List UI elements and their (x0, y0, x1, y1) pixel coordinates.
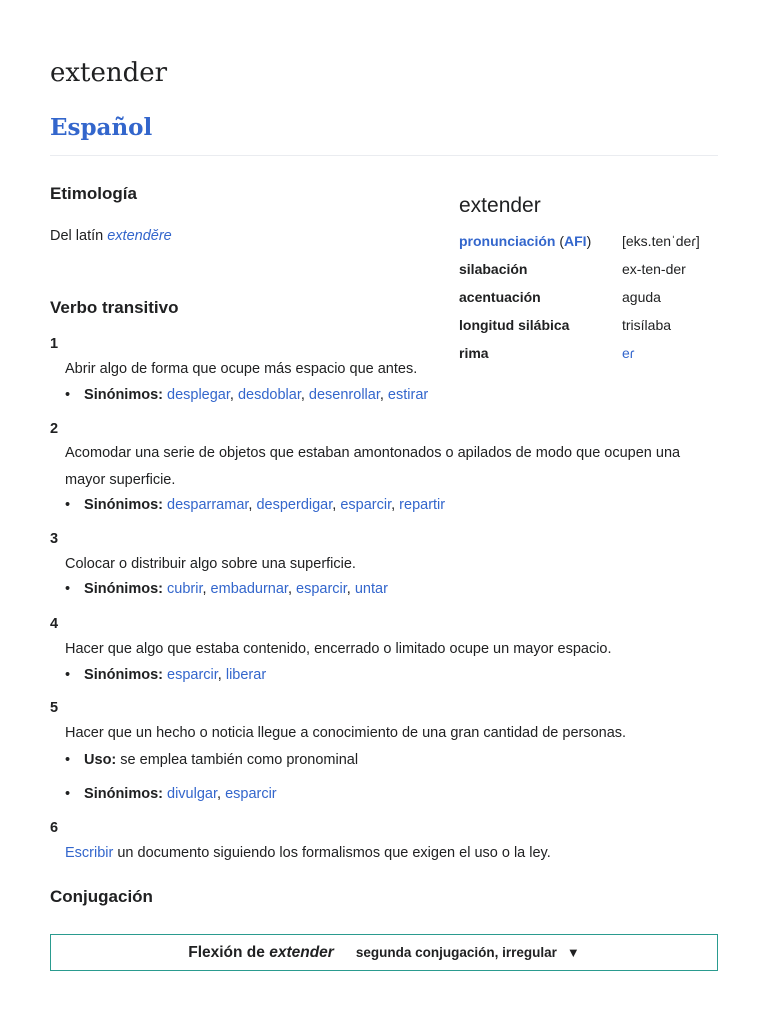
synonyms-list: • Sinónimos: cubrir, embadurnar, esparcir, untar (65, 581, 388, 597)
infobox-row-rhyme: rima eɾ (459, 345, 635, 361)
sense-definition: Hacer que un hecho o noticia llegue a conocimiento de una gran cantidad de personas. (65, 725, 627, 741)
synonym-link[interactable]: liberar (225, 667, 267, 683)
infobox-title: extender (459, 194, 541, 217)
synonym-link[interactable]: desdoblar (237, 387, 301, 403)
infobox-table (459, 227, 719, 367)
escribir-link[interactable]: Escribir (65, 845, 114, 861)
synonym-link[interactable]: untar (354, 581, 388, 597)
synonym-link[interactable]: cubrir (167, 581, 203, 597)
sense-number: 1 (50, 336, 59, 352)
etymology-text: Del latín extendĕre (50, 228, 172, 244)
page-title: extender (50, 58, 168, 88)
sense-definition: Acomodar una serie de objetos que estaban amontonados o apilados de modo que ocupen una mayor superficie. (65, 445, 681, 488)
synonyms-list: • Sinónimos: desparramar, desperdigar, esparcir, repartir (65, 497, 445, 513)
sense-number: 5 (50, 700, 59, 716)
sense-definition: Abrir algo de forma que ocupe más espacio que antes. (65, 361, 418, 377)
synonyms-list: • Sinónimos: divulgar, esparcir (65, 786, 277, 802)
synonym-link[interactable]: desplegar (167, 387, 230, 403)
pronunciation-value: [eks.tenˈdeɾ] (622, 233, 700, 249)
infobox-row-syllabification: silabación ex-ten-der (459, 261, 686, 277)
infobox (459, 194, 719, 367)
pronunciation-link[interactable]: pronunciación (459, 233, 556, 249)
sense-number: 2 (50, 421, 59, 437)
sense-number: 6 (50, 820, 59, 836)
etymology-word-link[interactable]: extendĕre (107, 228, 172, 244)
verb-heading: Verbo transitivo (50, 298, 179, 317)
synonym-link[interactable]: desparramar (167, 497, 249, 513)
usage-note: • Uso: se emplea también como pronominal (65, 752, 358, 768)
synonym-link[interactable]: esparcir (296, 581, 347, 597)
synonym-link[interactable]: desenrollar (308, 387, 380, 403)
sense-definition: Escribir un documento siguiendo los formalismos que exigen el uso o la ley. (65, 845, 551, 861)
synonym-link[interactable]: divulgar (167, 786, 217, 802)
conjugation-heading: Conjugación (50, 887, 153, 906)
afi-link[interactable]: AFI (564, 233, 587, 249)
synonym-link[interactable]: esparcir (167, 667, 218, 683)
synonym-link[interactable]: desperdigar (256, 497, 333, 513)
synonym-link[interactable]: embadurnar (210, 581, 288, 597)
rhyme-link[interactable]: eɾ (622, 345, 635, 361)
synonyms-list: • Sinónimos: esparcir, liberar (65, 667, 266, 683)
inflection-table-toggle[interactable] (50, 934, 718, 971)
sense-number: 4 (50, 616, 59, 632)
infobox-row-syllable-length: longitud silábica trisílaba (459, 317, 672, 333)
expand-arrow-icon[interactable]: ▼ (566, 945, 580, 960)
sense-definition: Hacer que algo que estaba contenido, encerrado o limitado ocupe un mayor espacio. (65, 641, 612, 657)
language-heading[interactable]: Español (50, 114, 718, 156)
synonym-link[interactable]: esparcir (225, 786, 277, 802)
synonyms-list: • Sinónimos: desplegar, desdoblar, desenrollar, estirar (65, 387, 428, 403)
inflection-subtitle: segunda conjugación, irregular (355, 945, 557, 960)
synonym-link[interactable]: esparcir (340, 497, 392, 513)
inflection-title: Flexión de extender (188, 943, 334, 961)
synonym-link[interactable]: repartir (399, 497, 446, 513)
synonym-link[interactable]: estirar (387, 387, 429, 403)
sense-number: 3 (50, 531, 59, 547)
sense-definition: Colocar o distribuir algo sobre una superficie. (65, 556, 356, 572)
infobox-row-stress: acentuación aguda (459, 289, 661, 305)
infobox-row-pronunciation: pronunciación (AFI) [eks.tenˈdeɾ] (459, 227, 719, 255)
etymology-heading: Etimología (50, 184, 137, 203)
